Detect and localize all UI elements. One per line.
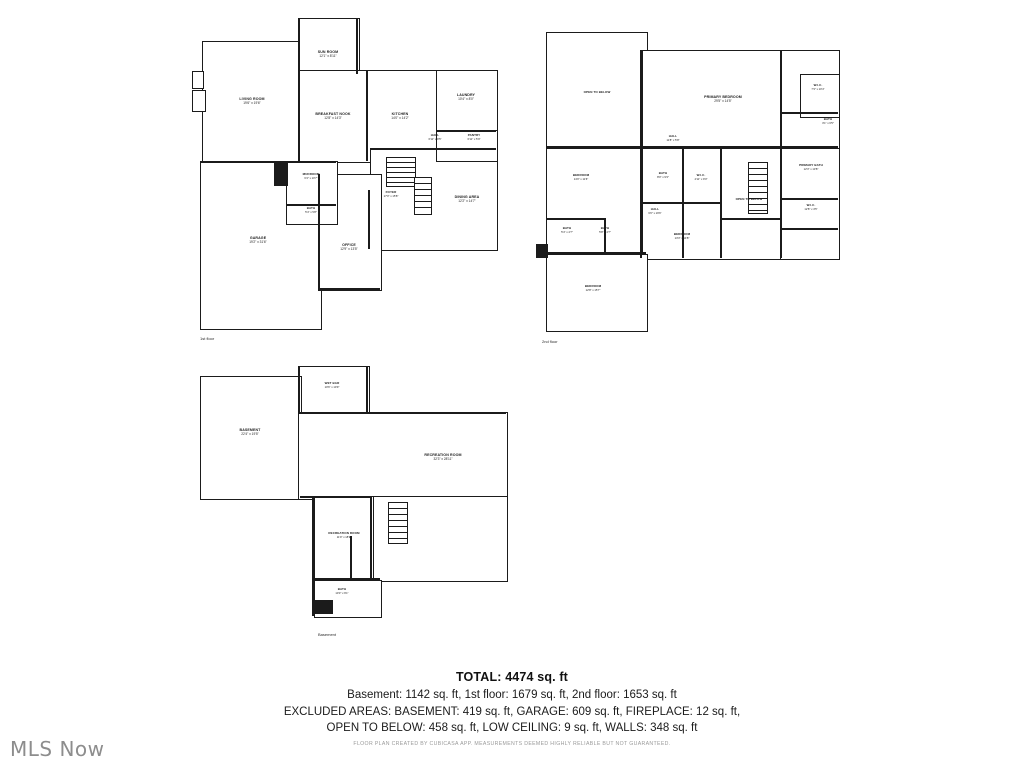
wall	[780, 198, 838, 200]
room-shape	[192, 71, 204, 89]
wall	[368, 190, 370, 249]
excluded-areas-line-1: EXCLUDED AREAS: BASEMENT: 419 sq. ft, GARAGE: 609 sq. ft, FIREPLACE: 12 sq. ft,	[283, 705, 741, 718]
floor-caption: Basement	[318, 632, 337, 637]
wall	[298, 366, 300, 414]
room-shape	[298, 366, 370, 416]
brand-watermark: MLS Now	[10, 737, 105, 761]
room-label: WET BAR 10'6" x 10'9"	[324, 381, 340, 389]
room-label: HALL 11'8" x 5'8"	[666, 134, 680, 142]
room-label: PRIMARY BEDROOM 29'5" x 14'5"	[704, 95, 742, 104]
staircase	[388, 502, 408, 544]
room-shape	[298, 18, 360, 76]
room-label: OPEN TO BELOW	[735, 197, 763, 201]
second-floor-plan	[524, 22, 844, 352]
wall	[314, 578, 380, 580]
wall	[720, 218, 782, 220]
room-label: HALL 6'0" x 19'6"	[648, 207, 662, 215]
first-floor-plan	[190, 14, 510, 344]
wall	[298, 70, 300, 161]
room-label: HALL 6'11" x 9'5"	[428, 133, 442, 141]
wall	[780, 112, 838, 114]
room-label: BREAKFAST NOOK 12'8" x 14'3"	[315, 112, 351, 121]
room-label: W.I.C. 7'3" x 10'4"	[811, 83, 825, 91]
basement-plan	[190, 362, 520, 652]
room-label: W.I.C. 4'11" x 9'0"	[694, 173, 708, 181]
room-label: LIVING ROOM 19'6" x 19'6"	[239, 97, 265, 106]
room-label: BEDROOM 12'8" x 15'7"	[584, 284, 602, 292]
wall	[546, 218, 606, 220]
room-label: RECREATION ROOM 32'3" x 28'11"	[424, 453, 462, 462]
wall	[200, 161, 336, 163]
room-label: PRIMARY BATH 12'3" x 13'8"	[799, 163, 823, 171]
room-label: BATH 3'1" x 6'5"	[822, 117, 834, 125]
room-shape	[546, 148, 648, 258]
area-summary	[0, 670, 1024, 737]
room-label: LAUNDRY 10'4" x 8'0"	[456, 93, 476, 102]
room-shape	[200, 376, 302, 500]
total-area: TOTAL: 4474 sq. ft	[456, 670, 568, 684]
room-label: SUN ROOM 12'1" x 8'11"	[317, 50, 339, 59]
fireplace	[274, 162, 288, 186]
wall	[436, 130, 496, 132]
room-label: MUDROOM 6'4" x 10'7"	[302, 172, 320, 180]
wall	[642, 146, 838, 148]
wall	[312, 496, 314, 616]
room-label: BEDROOM 14'0" x 11'6"	[572, 173, 590, 181]
room-label: BATH 5'4" x 5'8"	[305, 206, 317, 214]
room-label: KITCHEN 14'0" x 14'2"	[391, 112, 409, 121]
room-label: GARAGE 19'2" x 31'6"	[249, 236, 267, 245]
room-label: DINING AREA 12'2" x 14'7"	[454, 195, 480, 204]
staircase	[414, 177, 432, 215]
wall	[546, 146, 646, 148]
wall	[370, 148, 496, 150]
disclaimer-text: FLOOR PLAN CREATED BY CUBICASA APP. MEASUREMENTS DEEMED HIGHLY RELIABLE BUT NOT GUARANTEED.	[353, 741, 671, 747]
wall	[780, 50, 782, 258]
room-label: W.I.C. 12'8" x 4'5"	[804, 203, 818, 211]
room-shape	[286, 161, 338, 225]
room-label: OPEN TO BELOW	[583, 90, 611, 94]
room-shape	[314, 496, 374, 588]
wall	[642, 202, 720, 204]
wall	[640, 50, 642, 258]
room-label: FOYER 17'0" x 15'8"	[383, 190, 399, 198]
room-label: RECREATION ROOM 11'9" x 18'9"	[328, 531, 360, 539]
wall	[604, 218, 606, 254]
room-label: BASEMENT 22'4" x 19'5"	[239, 428, 261, 437]
wall	[366, 366, 368, 414]
wall	[298, 412, 506, 414]
room-label: BATH 5'8" x 4'7"	[599, 226, 611, 234]
wall	[318, 288, 380, 290]
wall	[546, 252, 646, 254]
room-shape	[192, 90, 206, 112]
closet-fill	[315, 600, 333, 614]
floor-caption: 1st floor	[200, 336, 215, 341]
wall	[350, 536, 352, 580]
closet-fill	[536, 244, 548, 258]
room-label: PANTRY 6'11" x 5'9"	[467, 133, 481, 141]
floor-caption: 2nd floor	[542, 339, 558, 344]
excluded-areas-line-2: OPEN TO BELOW: 458 sq. ft, LOW CEILING: 9 sq. ft, WALLS: 348 sq. ft	[326, 722, 698, 735]
room-label: BATH 5'4" x 4'7"	[561, 226, 573, 234]
room-label: OFFICE 12'9" x 13'5"	[340, 243, 358, 252]
room-shape	[546, 254, 648, 332]
staircase	[386, 157, 416, 187]
wall	[356, 18, 358, 74]
wall	[366, 70, 368, 161]
room-label: BEDROOM 13'3" x 14'8"	[673, 232, 691, 240]
room-label: BATH 8'0" x 9'3"	[657, 171, 669, 179]
room-label: BATH 10'3" x 9'1"	[335, 587, 349, 595]
staircase	[748, 162, 768, 214]
wall	[780, 228, 838, 230]
wall	[300, 496, 370, 498]
wall	[298, 18, 300, 74]
wall	[720, 148, 722, 258]
wall	[318, 174, 320, 289]
floor-area-breakdown: Basement: 1142 sq. ft, 1st floor: 1679 sq. ft, 2nd floor: 1653 sq. ft	[347, 689, 677, 701]
